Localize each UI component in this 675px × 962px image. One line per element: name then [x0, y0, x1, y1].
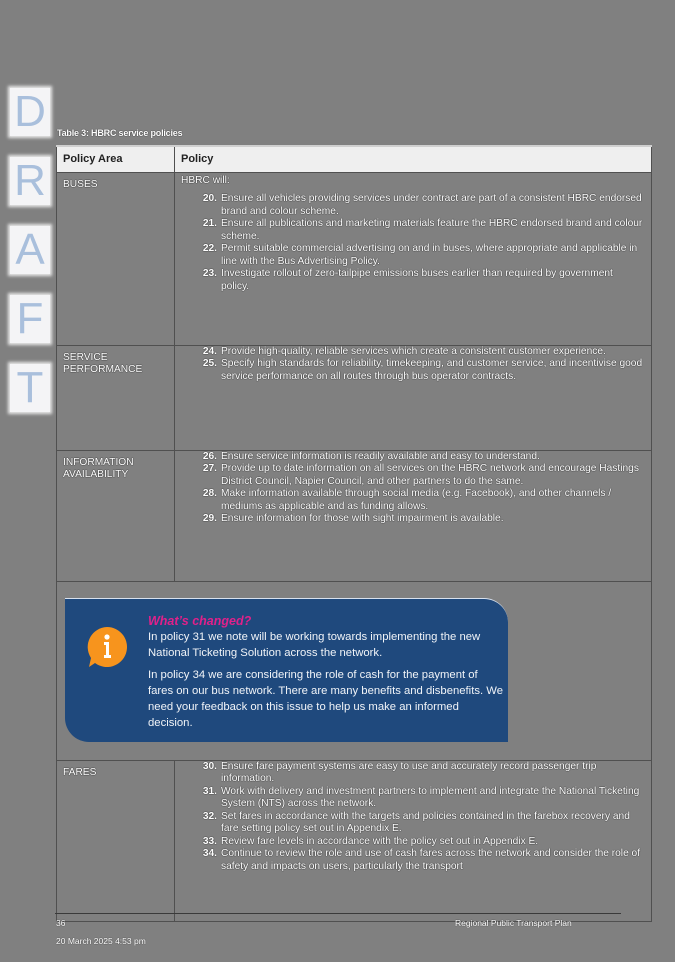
policy-number: 32.	[202, 810, 217, 822]
policy-cell	[175, 172, 652, 345]
policy-number: 34.	[202, 848, 217, 859]
policy-item	[175, 346, 651, 359]
policy-item	[175, 451, 651, 464]
policy-area-cell: BUSES	[57, 172, 175, 345]
policy-number: 24.	[202, 345, 217, 357]
policy-item	[175, 836, 651, 849]
policy-item	[175, 193, 651, 218]
info-speech-bubble-icon	[85, 625, 129, 669]
policy-text: Provide up to date information on all services on the HBRC network and encourage Hastings District Council, Napier Council, and other partners to do the same.	[221, 463, 639, 487]
watermark-letter: D	[10, 88, 50, 136]
policy-number: 20.	[202, 193, 217, 204]
policy-item	[175, 218, 651, 243]
policy-cell	[175, 760, 652, 921]
policy-area-cell: SERVICE PERFORMANCE	[57, 345, 175, 450]
watermark-letter: T	[10, 364, 50, 412]
footer-document-title: Regional Public Transport Plan	[455, 918, 572, 928]
policy-number: 31.	[202, 785, 217, 797]
policy-item	[175, 358, 651, 383]
callout-text	[148, 613, 503, 731]
callout-row	[57, 581, 652, 760]
policy-text: Permit suitable commercial advertising on and in buses, where appropriate and applicable in line with the Bus Advertising Policy.	[221, 243, 638, 267]
policy-text: Ensure information for those with sight impairment is available.	[221, 513, 504, 524]
table-row	[57, 760, 652, 921]
policy-item	[175, 811, 651, 836]
policy-area-cell: INFORMATION AVAILABILITY	[57, 450, 175, 581]
policies-table	[56, 145, 652, 922]
policy-number: 26.	[202, 450, 217, 462]
policy-cell	[175, 345, 652, 450]
policy-number: 33.	[202, 835, 217, 847]
watermark-letter: R	[10, 157, 50, 205]
footer-timestamp: 20 March 2025 4:53 pm	[56, 936, 146, 946]
policy-list	[175, 761, 651, 874]
policy-item	[175, 488, 651, 513]
policy-text: Set fares in accordance with the targets and policies contained in the farebox recovery and fare setting policy set out in Appendix E.	[221, 810, 630, 834]
policy-item	[175, 463, 651, 488]
policy-text: Make information available through social media (e.g. Facebook), and other channels / mediums as applicable and as funding allows.	[221, 488, 612, 512]
table-header-row	[57, 146, 652, 172]
policy-item	[175, 268, 651, 293]
watermark-letter: F	[10, 295, 50, 343]
policy-list	[175, 193, 651, 293]
policy-cell	[175, 450, 652, 581]
policy-number: 22.	[202, 243, 217, 254]
footer-divider	[55, 913, 621, 914]
policy-text: Ensure service information is readily available and easy to understand.	[221, 450, 540, 462]
policy-list	[175, 451, 651, 526]
callout-paragraph: In policy 31 we note will be working towards implementing the new National Ticketing Solution across the network.	[148, 630, 481, 659]
header-policy-area: Policy Area	[57, 146, 175, 172]
policy-number: 23.	[202, 268, 217, 279]
policy-number: 29.	[202, 513, 217, 524]
policy-item	[175, 513, 651, 526]
policy-text: Ensure all publications and marketing materials feature the HBRC endorsed brand and colour scheme.	[221, 218, 643, 242]
policy-text: Investigate rollout of zero-tailpipe emissions buses earlier than required by government policy.	[221, 268, 613, 292]
policy-number: 28.	[202, 488, 217, 499]
page-number: 36	[56, 918, 66, 928]
policy-number: 27.	[202, 463, 217, 474]
policy-area-cell: FARES	[57, 760, 175, 921]
policy-list	[175, 346, 651, 384]
policy-text: Work with delivery and investment partners to implement and integrate the National Ticketing System (NTS) across the network.	[221, 785, 640, 809]
policy-intro: HBRC will:	[181, 174, 230, 186]
policy-text: Specify high standards for reliability, timekeeping, and customer service, and incentivise good service performance on all routes through bus operator contracts.	[221, 358, 643, 382]
callout-cell	[57, 581, 652, 760]
policy-item	[175, 848, 651, 873]
table-row	[57, 172, 652, 345]
policy-text: Review fare levels in accordance with the policy set out in Appendix E.	[221, 835, 539, 847]
callout-paragraph: In policy 34 we are considering the role of cash for the payment of fares on our bus network. There are many benefits and disbenefits. We need your feedback on this issue to help us make an informed decision.	[148, 668, 504, 729]
policy-text: Ensure fare payment systems are easy to use and accurately record passenger trip information.	[221, 760, 597, 784]
whats-changed-callout	[65, 598, 508, 742]
policy-text: Provide high-quality, reliable services which create a consistent customer experience.	[221, 345, 606, 357]
header-policy: Policy	[175, 146, 652, 172]
policy-number: 25.	[202, 358, 217, 369]
table-row	[57, 450, 652, 581]
table-row	[57, 345, 652, 450]
policy-item	[175, 243, 651, 268]
policy-text: Continue to review the role and use of cash fares across the network and consider the role of safety and impacts on users, particularly the transport	[221, 848, 641, 872]
policy-item	[175, 761, 651, 786]
table-caption: Table 3: HBRC service policies	[57, 128, 183, 138]
callout-title: What’s changed?	[148, 613, 252, 628]
policy-number: 21.	[202, 218, 217, 229]
policy-item	[175, 786, 651, 811]
draft-watermark	[8, 88, 52, 433]
watermark-letter: A	[10, 226, 50, 274]
policy-text: Ensure all vehicles providing services under contract are part of a consistent HBRC endorsed brand and colour scheme.	[221, 193, 642, 217]
policy-number: 30.	[202, 760, 217, 772]
